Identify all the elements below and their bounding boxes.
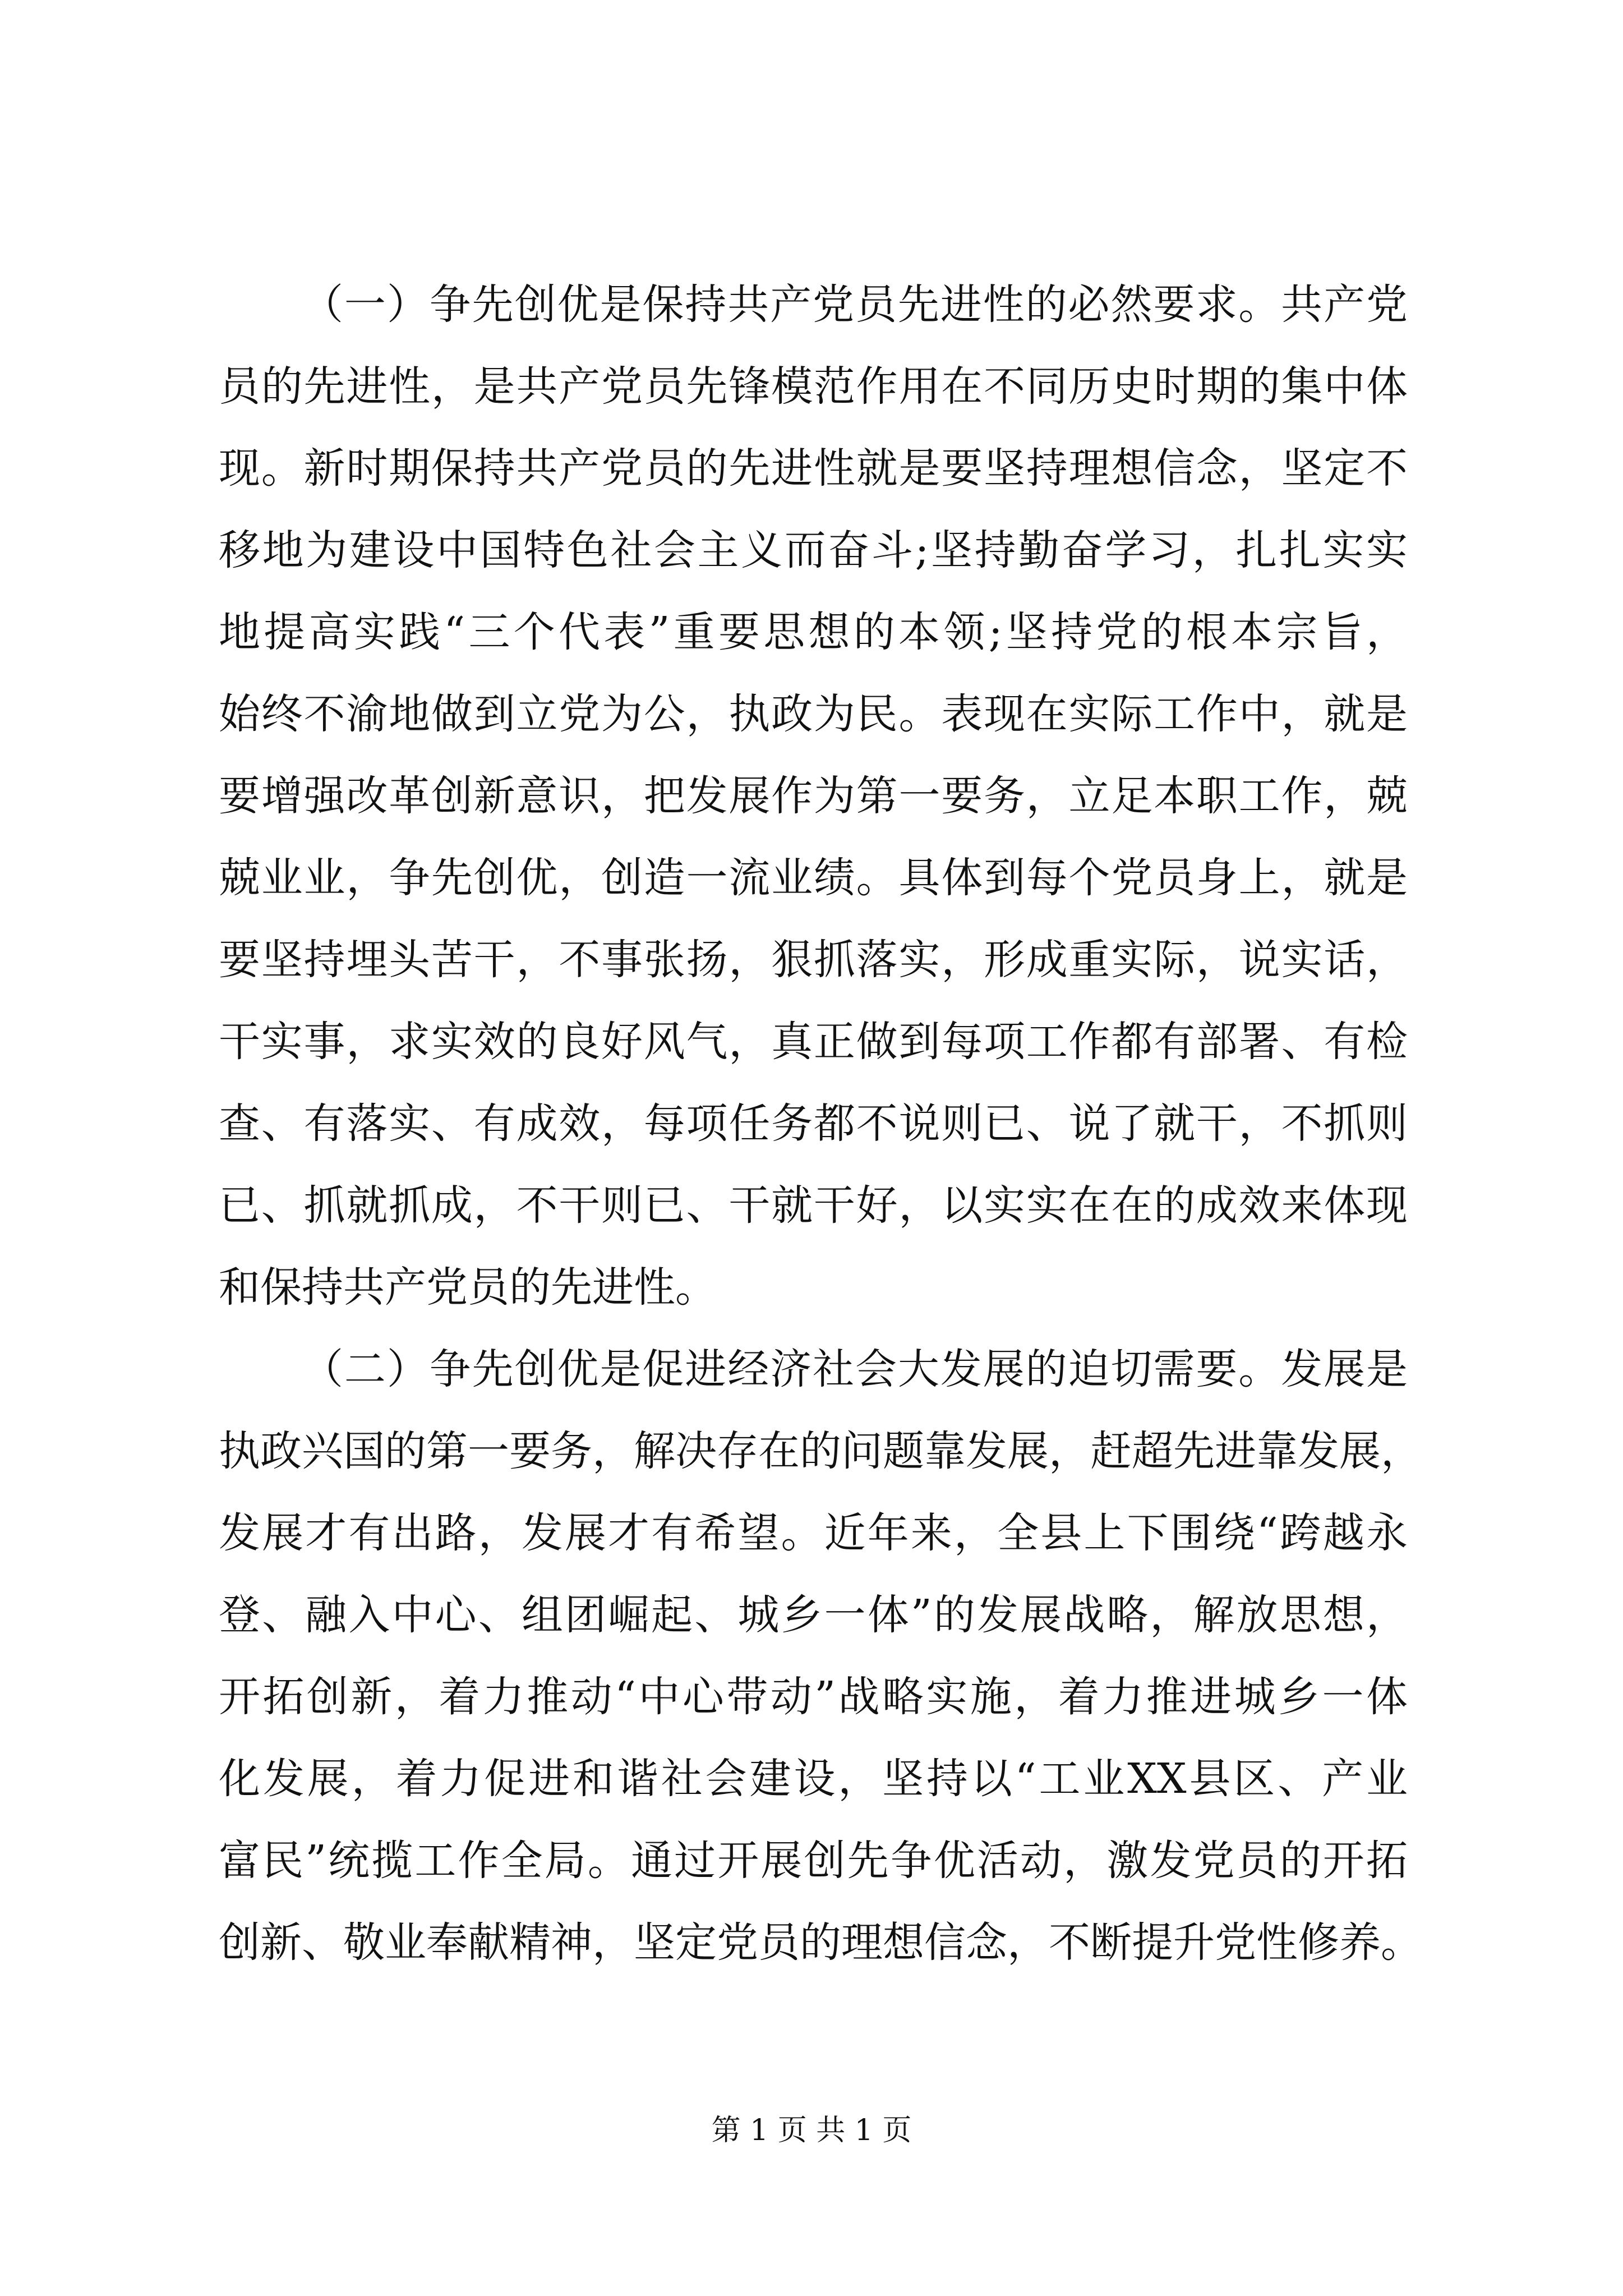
paragraph-1 bbox=[219, 264, 1408, 1328]
text-line: 开拓创新，着力推动“中心带动”战略实施，着力推进城乡一体 bbox=[219, 1673, 1408, 1721]
text-line: 和保持共产党员的先进性。 bbox=[219, 1263, 717, 1312]
document-body bbox=[219, 264, 1422, 1984]
text-line: （一）争先创优是保持共产党员先进性的必然要求。共产党 bbox=[302, 280, 1408, 329]
text-line: 创新、敬业奉献精神，坚定党员的理想信念，不断提升党性修养。 bbox=[219, 1918, 1422, 1967]
text-line: 富民”统揽工作全局。通过开展创先争优活动，激发党员的开拓 bbox=[219, 1837, 1408, 1885]
text-line: 现。新时期保持共产党员的先进性就是要坚持理想信念，坚定不 bbox=[219, 444, 1408, 493]
text-line: 查、有落实、有成效，每项任务都不说则已、说了就干，不抓则 bbox=[219, 1099, 1408, 1148]
text-line: 化发展，着力促进和谐社会建设，坚持以“工业XX县区、产业 bbox=[219, 1755, 1408, 1803]
text-line: 要坚持埋头苦干，不事张扬，狠抓落实，形成重实际，说实话， bbox=[219, 936, 1408, 984]
text-line: 干实事，求实效的良好风气，真正做到每项工作都有部署、有检 bbox=[219, 1018, 1408, 1066]
text-line: 兢业业，争先创优，创造一流业绩。具体到每个党员身上，就是 bbox=[219, 854, 1408, 902]
text-line: 发展才有出路，发展才有希望。近年来，全县上下围绕“跨越永 bbox=[219, 1509, 1408, 1557]
text-line: 登、融入中心、组团崛起、城乡一体”的发展战略，解放思想， bbox=[219, 1591, 1408, 1639]
text-line: 执政兴国的第一要务，解决存在的问题靠发展，赶超先进靠发展， bbox=[219, 1427, 1422, 1475]
paragraph-2 bbox=[219, 1328, 1422, 1984]
text-line: 移地为建设中国特色社会主义而奋斗;坚持勤奋学习，扎扎实实 bbox=[219, 526, 1408, 574]
text-line: 要增强改革创新意识，把发展作为第一要务，立足本职工作，兢 bbox=[219, 772, 1408, 820]
page-number-footer: 第 1 页 共 1 页 bbox=[711, 2114, 912, 2147]
text-line: 始终不渝地做到立党为公，执政为民。表现在实际工作中，就是 bbox=[219, 690, 1408, 738]
text-line: 员的先进性，是共产党员先锋模范作用在不同历史时期的集中体 bbox=[219, 362, 1408, 411]
text-line: （二）争先创优是促进经济社会大发展的迫切需要。发展是 bbox=[302, 1345, 1408, 1393]
text-line: 地提高实践“三个代表”重要思想的本领;坚持党的根本宗旨， bbox=[219, 608, 1408, 656]
text-line: 已、抓就抓成，不干则已、干就干好，以实实在在的成效来体现 bbox=[219, 1181, 1408, 1230]
